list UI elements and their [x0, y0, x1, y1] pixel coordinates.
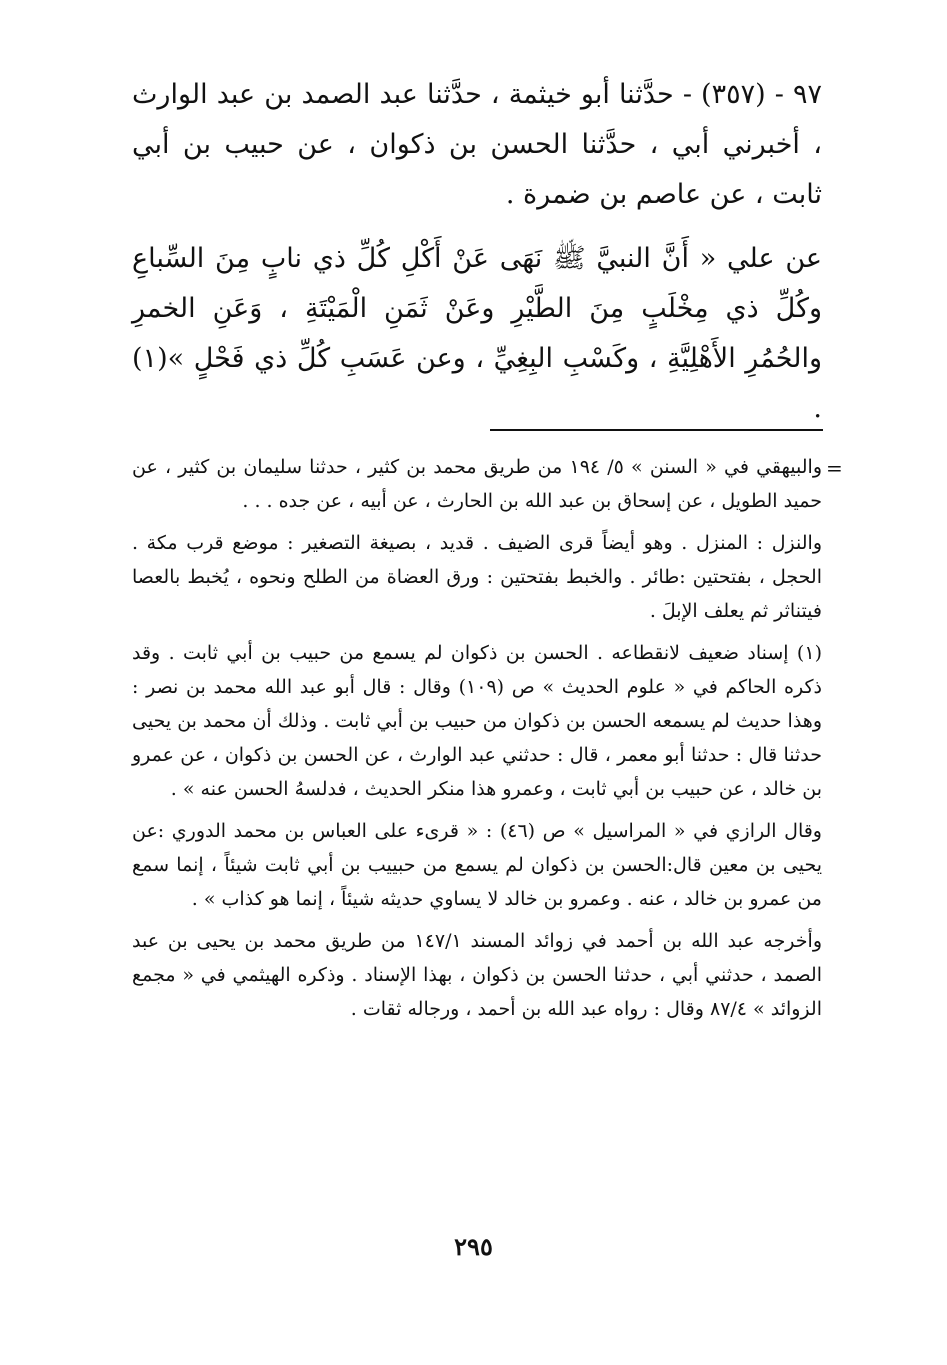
- footnote-paragraph: والبيهقي في « السنن » ٥/ ١٩٤ من طريق محمد بن كثير ، حدثنا سليمان بن كثير ، عن حميد الطويل ، عن إسحاق بن عبد الله بن الحارث ، عن أبيه ، عن جده . . .: [132, 456, 822, 512]
- footnote-paragraph: وقال الرازي في « المراسيل » ص (٤٦) : « قرىء على العباس بن محمد الدوري :عن يحيى بن معين قال:الحسن بن ذكوان لم يسمع من حبييب بن أبي ثابت شيئاً ، إنما سمع من عمرو بن خالد ، عنه . وعمرو بن خالد لا يساوي حديثه شيئاً ، إنما هو كذاب » .: [132, 820, 822, 910]
- footnote-paragraph: وأخرجه عبد الله بن أحمد في زوائد المسند ١٤٧/١ من طريق محمد بن يحيى بن عبد الصمد ، حدثني أبي ، حدثنا الحسن بن ذكوان ، بهذا الإسناد . وذكره الهيثمي في « مجمع الزوائد » ٨٧/٤ وقال : رواه عبد الله بن أحمد ، ورجاله ثقات .: [132, 930, 822, 1020]
- footnotes: [132, 450, 822, 1034]
- page-number: ٢٩٥: [454, 1232, 493, 1261]
- footnote-separator: [490, 429, 823, 431]
- hadith-main-text: [132, 70, 822, 434]
- footnote-paragraph: (١) إسناد ضعيف لانقطاعه . الحسن بن ذكوان لم يسمع من حبيب بن أبي ثابت . وقد ذكره الحاكم في « علوم الحديث » ص (١٠٩) وقال : قال أبو عبد الله محمد بن نصر : وهذا حديث لم يسمعه الحسن بن ذكوان من حبيب بن أبي ثابت . وذلك أن محمد بن يحيى حدثنا قال : حدثنا أبو معمر ، قال : حدثني عبد الوارث ، عن الحسن بن ذكوان ، عن عمرو بن خالد ، عن حبيب بن أبي ثابت ، وعمرو هذا منكر الحديث ، فدلسهُ الحسن عنه » .: [132, 642, 822, 800]
- hadith-matn: عن علي « أَنَّ النبيَّ ﷺ نَهَى عَنْ أَكْلِ كُلِّ ذي نابٍ مِنَ السِّباعِ وكُلِّ ذي مِخْلَبٍ مِنَ الطَّيْرِ وعَنْ ثَمَنِ الْمَيْتَةِ ، وَعَنِ الخمرِ والحُمُرِ الأَهْلِيَّةِ ، وكَسْبِ البِغِيِّ ، وعن عَسَبِ كُلِّ ذي فَحْلٍ »(١) .: [132, 243, 822, 424]
- hadith-isnad: ٩٧ - (٣٥٧) - حدَّثنا أبو خيثمة ، حدَّثنا عبد الصمد بن عبد الوارث ، أخبرني أبي ، حدَّثنا الحسن بن ذكوان ، عن حبيب بن أبي ثابت ، عن عاصم بن ضمرة .: [132, 79, 822, 210]
- footnote-paragraph: والنزل : المنزل . وهو أيضاً قرى الضيف . قديد ، بصيغة التصغير : موضع قرب مكة . الحجل ، بفتحتين :طائر . والخبط بفتحتين : ورق العضاة من الطلح ونحوه ، يُخبط بالعصا فيتناثر ثم يعلف الإبلَ .: [132, 532, 822, 622]
- footnote-continuation-mark: =: [826, 456, 843, 480]
